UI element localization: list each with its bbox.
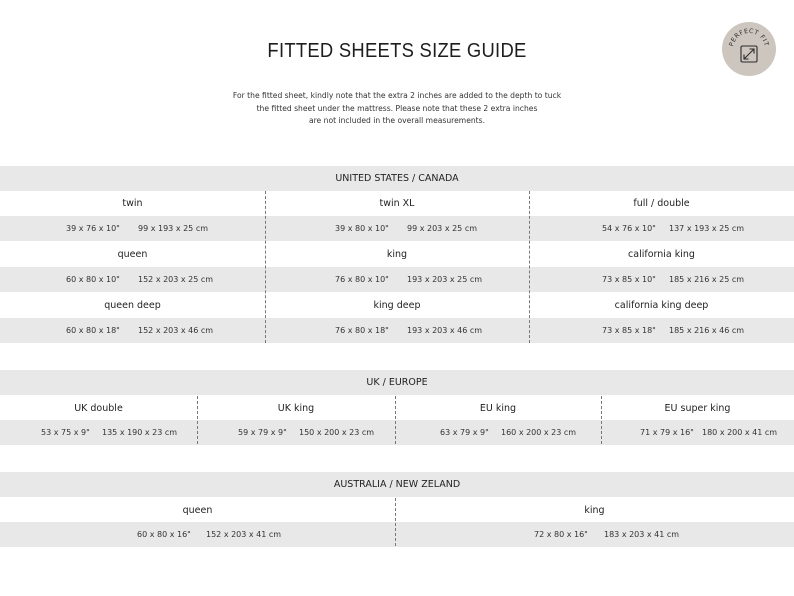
- size-name: king deep: [373, 300, 421, 311]
- size-name: queen deep: [104, 300, 161, 311]
- size-inches: 53 x 75 x 9": [41, 428, 90, 437]
- page-title: FITTED SHEETS SIZE GUIDE: [267, 40, 527, 62]
- size-inches: 59 x 79 x 9": [238, 428, 287, 437]
- size-name: california king deep: [614, 300, 709, 311]
- size-inches: 76 x 80 x 18": [335, 326, 389, 335]
- size-name: twin XL: [379, 198, 415, 209]
- size-cm: 99 x 203 x 25 cm: [407, 224, 478, 233]
- size-name: california king: [628, 249, 695, 260]
- size-cm: 152 x 203 x 46 cm: [138, 326, 214, 335]
- size-cm: 185 x 216 x 46 cm: [669, 326, 745, 335]
- size-inches: 76 x 80 x 10": [335, 275, 389, 284]
- fitted-sheet-note: [220, 90, 574, 128]
- perfect-fit-badge-graphic: [722, 22, 776, 76]
- size-inches: 73 x 85 x 18": [602, 326, 656, 335]
- size-cm: 160 x 200 x 23 cm: [501, 428, 577, 437]
- size-inches: 60 x 80 x 18": [66, 326, 120, 335]
- uk-europe-heading: UK / EUROPE: [366, 377, 428, 388]
- size-inches: 60 x 80 x 10": [66, 275, 120, 284]
- perfect-fit-badge: [722, 22, 776, 76]
- size-inches: 54 x 76 x 10": [602, 224, 656, 233]
- size-name: EU king: [479, 403, 517, 414]
- note-line: For the fitted sheet, kindly note that the extra 2 inches are added to the depth to tuck: [232, 91, 562, 100]
- size-name: UK double: [74, 403, 123, 414]
- size-cm: 152 x 203 x 25 cm: [138, 275, 214, 284]
- size-inches: 71 x 79 x 16": [640, 428, 694, 437]
- size-name: UK king: [277, 403, 315, 414]
- size-cm: 152 x 203 x 41 cm: [206, 530, 282, 539]
- size-cm: 193 x 203 x 46 cm: [407, 326, 483, 335]
- size-name: king: [386, 249, 408, 260]
- svg-text:PERFECT FIT: [728, 28, 770, 47]
- size-cm: 185 x 216 x 25 cm: [669, 275, 745, 284]
- size-name: king: [584, 505, 605, 516]
- size-cm: 150 x 200 x 23 cm: [299, 428, 375, 437]
- size-cm: 135 x 190 x 23 cm: [102, 428, 178, 437]
- size-name: queen: [117, 249, 148, 260]
- diagonal-resize-arrow-icon: [741, 46, 757, 62]
- size-inches: 72 x 80 x 16": [534, 530, 588, 539]
- size-name: twin: [122, 198, 143, 209]
- size-cm: 180 x 200 x 41 cm: [702, 428, 778, 437]
- note-line: are not included in the overall measurements.: [308, 116, 486, 125]
- size-name: full / double: [633, 198, 690, 209]
- size-cm: 183 x 203 x 41 cm: [604, 530, 680, 539]
- size-name: queen: [182, 505, 213, 516]
- size-inches: 39 x 80 x 10": [335, 224, 389, 233]
- note-line: the fitted sheet under the mattress. Please note that these 2 extra inches: [256, 103, 538, 113]
- size-cm: 137 x 193 x 25 cm: [669, 224, 745, 233]
- australia-nz-heading: AUSTRALIA / NEW ZELAND: [333, 479, 461, 490]
- size-inches: 73 x 85 x 10": [602, 275, 656, 284]
- size-inches: 63 x 79 x 9": [440, 428, 489, 437]
- us-canada-heading: UNITED STATES / CANADA: [335, 173, 459, 184]
- badge-text: PERFECT FIT: [728, 27, 770, 48]
- size-name: EU super king: [664, 403, 731, 414]
- size-cm: 99 x 193 x 25 cm: [138, 224, 209, 233]
- size-inches: 60 x 80 x 16": [137, 530, 191, 539]
- size-inches: 39 x 76 x 10": [66, 224, 120, 233]
- size-cm: 193 x 203 x 25 cm: [407, 275, 483, 284]
